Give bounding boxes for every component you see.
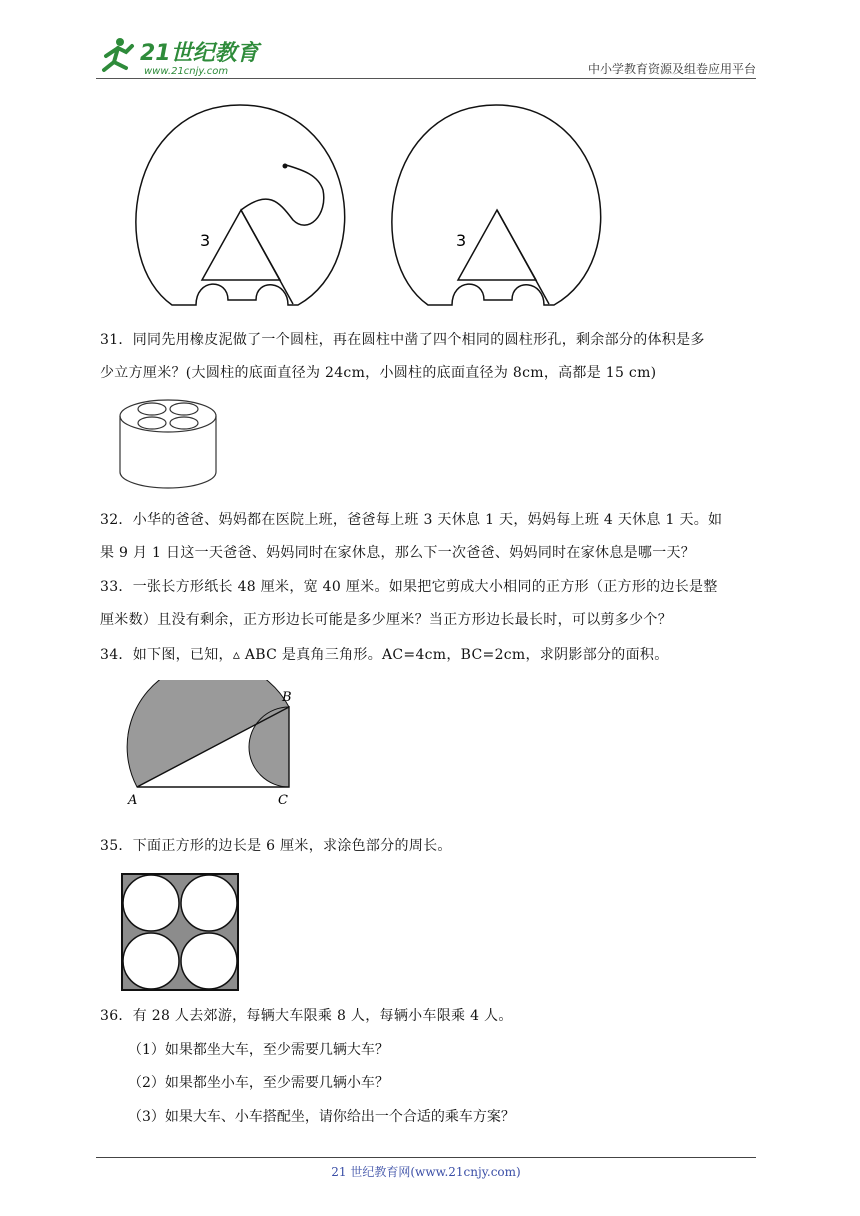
question-32-line-1: 32．小华的爸爸、妈妈都在医院上班，爸爸每上班 3 天休息 1 天，妈妈每上班 4 天休息 1 天。如 <box>100 512 723 528</box>
runner-logo-icon <box>104 38 132 70</box>
triangle-semicircle-figure <box>120 680 310 810</box>
logo-url-text: www.21cnjy.com <box>144 66 229 77</box>
vertex-label-c: C <box>278 793 288 808</box>
footer-divider <box>96 1157 756 1158</box>
side-length-label: 3 <box>456 231 467 250</box>
question-34-line-1: 34．如下图，已知，▵ ABC 是真角三角形。AC=4cm，BC=2cm，求阴影部分的面积。 <box>100 647 669 663</box>
question-36-sub-2: （2）如果都坐小车，至少需要几辆小车？ <box>128 1075 389 1091</box>
platform-name: 中小学教育资源及组卷应用平台 <box>587 62 756 76</box>
question-33-line-1: 33．一张长方形纸长 48 厘米，宽 40 厘米。如果把它剪成大小相同的正方形（正方形的边长是整 <box>100 579 718 595</box>
question-32-line-2: 果 9 月 1 日这一天爸爸、妈妈同时在家休息，那么下一次爸爸、妈妈同时在家休息是哪一天？ <box>100 545 696 561</box>
site-logo <box>96 34 266 78</box>
header-divider <box>96 78 756 79</box>
question-36-line-1: 36．有 28 人去郊游，每辆大车限乘 8 人，每辆小车限乘 4 人。 <box>100 1008 513 1024</box>
footer-text: 21 世纪教育网(www.21cnjy.com) <box>331 1165 521 1179</box>
top-figure-right <box>384 100 614 310</box>
question-35-line-1: 35．下面正方形的边长是 6 厘米，求涂色部分的周长。 <box>100 838 452 854</box>
side-length-label: 3 <box>200 231 211 250</box>
square-circles-figure <box>121 873 241 993</box>
cylinder-figure <box>116 396 220 492</box>
logo-main-text: 21世纪教育 <box>140 41 259 66</box>
vertex-label-a: A <box>128 793 138 808</box>
question-36-sub-1: （1）如果都坐大车，至少需要几辆大车？ <box>128 1042 389 1058</box>
question-31-line-1: 31．同同先用橡皮泥做了一个圆柱，再在圆柱中凿了四个相同的圆柱形孔，剩余部分的体积是多 <box>100 332 705 348</box>
top-figure-left <box>128 100 358 310</box>
question-36-sub-3: （3）如果大车、小车搭配坐，请你给出一个合适的乘车方案？ <box>128 1109 515 1125</box>
question-31-line-2: 少立方厘米？(大圆柱的底面直径为 24cm，小圆柱的底面直径为 8cm，高都是 15 cm) <box>100 365 657 381</box>
question-33-line-2: 厘米数）且没有剩余，正方形边长可能是多少厘米？当正方形边长最长时，可以剪多少个？ <box>100 612 672 628</box>
vertex-label-b: B <box>282 690 292 705</box>
